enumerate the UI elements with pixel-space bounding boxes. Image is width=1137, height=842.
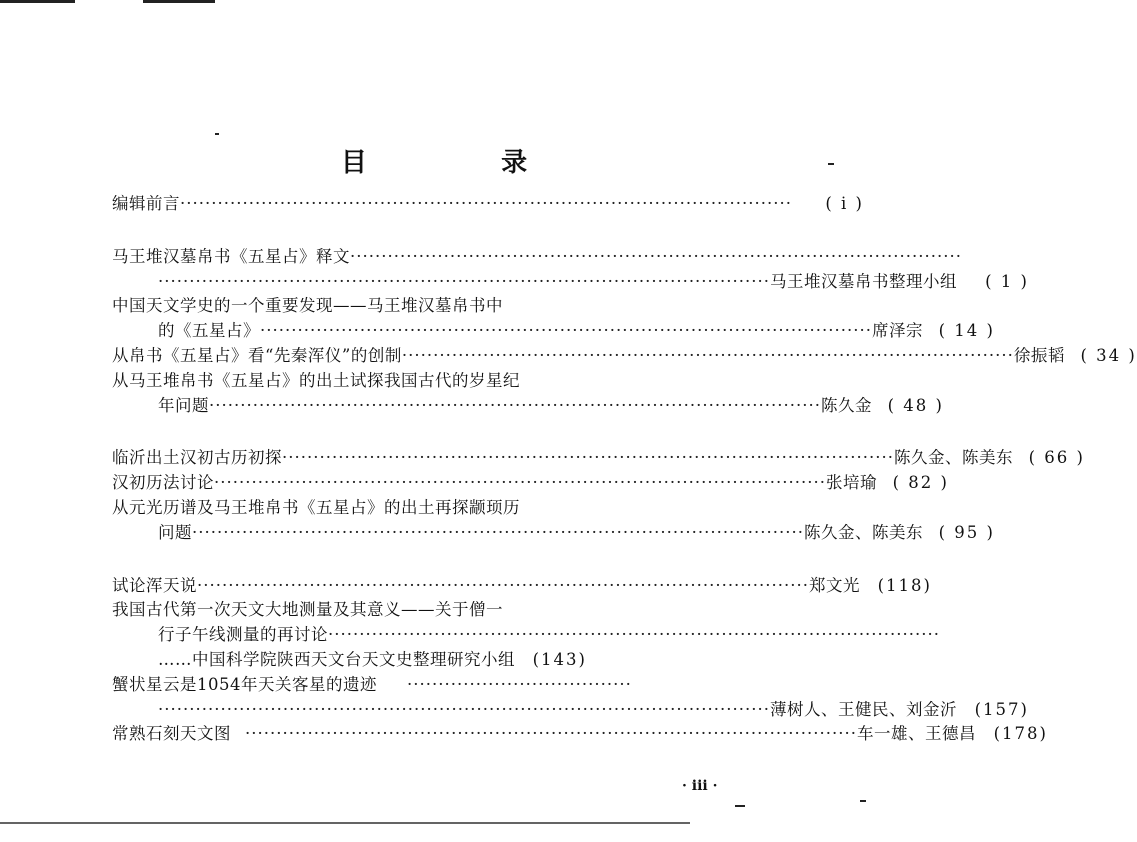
entry-page: (118) [877,575,932,595]
entry-author: 张培瑜 [826,473,877,493]
entry-title: 我国古代第一次天文大地测量及其意义——关于僧一 [112,600,503,620]
leader-dots: ·································································································· [158,271,770,291]
entry-title: 马王堆汉墓帛书《五星占》释文 [112,246,350,266]
entry-title: 临沂出土汉初古历初探 [112,448,282,468]
toc-entry-line[interactable] [112,471,949,496]
entry-author: 中国科学院陕西天文台天文史整理研究小组 [192,649,515,669]
leader-dots: ·································································································· [158,699,770,719]
leader-dots: ·································································································· [260,321,872,341]
table-of-contents [112,192,1137,747]
entry-title: …… [158,649,192,669]
entry-author: 车一雄、王德昌 [857,724,976,744]
toc-entry-line[interactable] [112,245,962,270]
entry-page: (143) [532,649,587,669]
scan-speck [735,805,745,807]
scan-speck [860,800,866,802]
toc-entry-line[interactable] [112,574,932,599]
entry-title: 中国天文学史的一个重要发现——马王堆汉墓帛书中 [112,296,503,316]
entry-author: 徐振韬 [1013,345,1065,365]
entry-author: 席泽宗 [872,321,923,341]
leader-dots: ·································································································· [192,522,804,542]
leader-dots: ·································································································· [197,575,809,595]
entry-page: ( 1 ) [985,271,1029,291]
entry-title: 年问题 [158,395,209,415]
toc-entry-line[interactable] [112,623,940,648]
entry-author: 陈久金、陈美东 [804,522,923,542]
entry-title: 从帛书《五星占》看“先秦浑仪”的创制 [112,345,402,365]
entry-author: 陈久金 [821,395,872,415]
toc-entry-line[interactable] [112,598,772,623]
entry-title: 从马王堆帛书《五星占》的出土试探我国古代的岁星纪 [112,370,520,390]
page-title [0,142,870,179]
leader-dots: ·································································································· [209,395,821,415]
leader-dots: ·································································································· [180,194,792,213]
leader-dots: ·································································································· [328,625,940,645]
entry-title: 常熟石刻天文图 [112,724,231,744]
toc-entry-line[interactable] [112,698,1029,723]
entry-title: 试论浑天说 [112,575,197,595]
entry-page: ( 66 ) [1028,448,1085,468]
entry-title: 汉初历法讨论 [112,473,214,493]
toc-entry-line[interactable] [112,648,772,673]
toc-entry-line[interactable] [112,673,772,698]
toc-entry-line[interactable] [112,319,995,344]
entry-title: 的《五星占》 [158,321,260,341]
toc-entry-line[interactable] [112,722,1048,747]
toc-entry-line[interactable] [112,446,1085,471]
leader-dots: ·································································································· [245,724,857,744]
toc-entry-line[interactable] [112,394,944,419]
toc-entry-line[interactable] [112,521,995,546]
entry-author: 陈久金、陈美东 [894,448,1013,468]
page-number: · iii · [682,778,718,794]
toc-entry-line[interactable] [112,496,772,521]
entry-page: ( 82 ) [892,473,949,493]
leader-dots: ·································································································· [282,448,894,468]
entry-title: 从元光历谱及马王堆帛书《五星占》的出土再探颛顼历 [112,497,520,517]
entry-title: 行子午线测量的再讨论 [158,625,328,645]
toc-entry-line[interactable] [112,270,1029,295]
leader-dots: ·································································································· [214,473,826,493]
entry-page: ( 48 ) [887,395,944,415]
toc-entry-line[interactable] [112,344,1137,369]
title-char-1: 目 [340,148,369,178]
scan-artifact-top-mid [143,0,215,3]
leader-dots: ·································································································· [401,345,1014,365]
entry-page: ( 95 ) [938,522,995,542]
title-char-2: 录 [501,148,530,178]
entry-author: 薄树人、王健民、刘金沂 [770,699,957,719]
entry-title: 编辑前言 [112,194,180,213]
toc-entry-line[interactable] [112,294,772,319]
entry-author: 郑文光 [809,575,860,595]
scan-artifact-top-left [0,0,75,3]
entry-page: ( 14 ) [938,321,995,341]
entry-page: ( i ) [825,194,864,213]
toc-entry-line[interactable] [112,369,772,394]
scan-artifact-bottom [0,822,690,824]
entry-title: 问题 [158,522,192,542]
entry-page: (178) [993,724,1048,744]
toc-entry-foreword[interactable] [112,192,864,217]
scan-speck [215,133,219,135]
leader-dots: ···································· [407,674,632,694]
leader-dots: ·································································································· [350,246,962,266]
entry-page: ( 34 ) [1080,345,1137,365]
entry-title: 蟹状星云是1054年天关客星的遗迹 [112,674,377,694]
entry-author: 马王堆汉墓帛书整理小组 [770,271,957,291]
entry-page: (157) [974,699,1029,719]
